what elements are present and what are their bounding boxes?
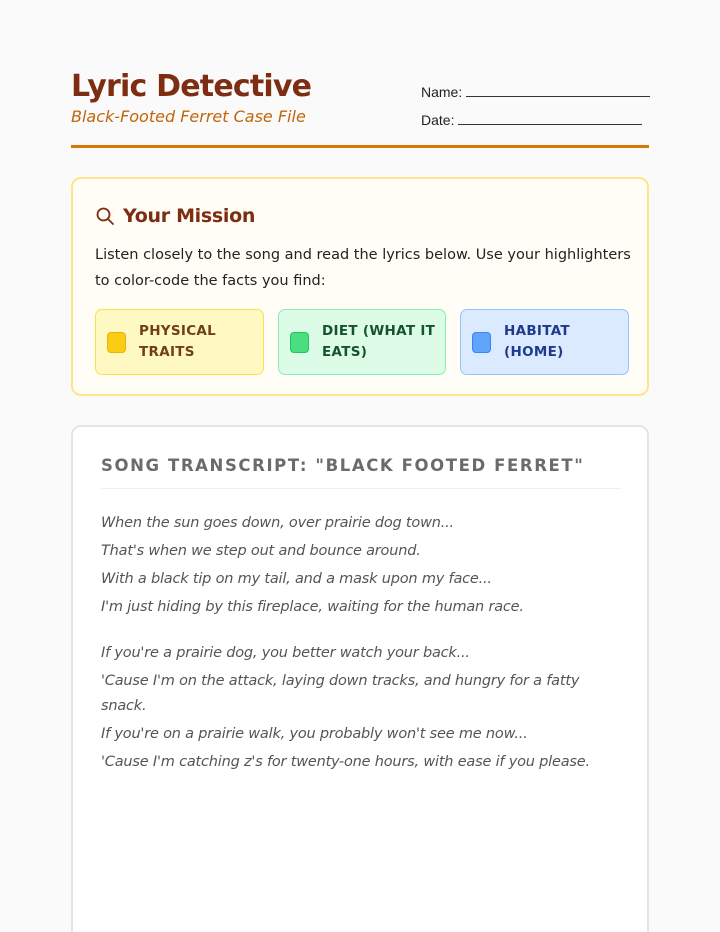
mission-title: Your Mission xyxy=(123,205,256,227)
blue-swatch xyxy=(472,332,491,353)
lyric-line: I'm just hiding by this fireplace, waiting for the human race. xyxy=(101,599,524,615)
key-habitat xyxy=(460,309,629,375)
lyrics xyxy=(101,509,621,794)
date-field[interactable] xyxy=(421,111,642,129)
date-label: Date: xyxy=(421,112,455,128)
key-physical-traits xyxy=(95,309,264,375)
transcript-box xyxy=(71,425,649,932)
key-label: DIET (WHAT IT EATS) xyxy=(322,323,436,360)
lyric-line: 'Cause I'm on the attack, laying down tracks, and hungry for a fatty snack. xyxy=(101,673,580,714)
mission-instructions: Listen closely to the song and read the lyrics below. Use your highlighters to color-code the facts you find: xyxy=(95,247,631,289)
worksheet-header xyxy=(71,68,649,148)
key-label: PHYSICAL TRAITS xyxy=(139,323,217,360)
highlight-key xyxy=(95,309,629,375)
stanza xyxy=(101,639,621,776)
date-blank-line[interactable] xyxy=(458,112,642,125)
mission-box xyxy=(71,177,649,396)
stanza xyxy=(101,509,621,621)
green-swatch xyxy=(290,332,309,353)
page-subtitle: Black-Footed Ferret Case File xyxy=(71,107,306,126)
lyric-line: That's when we step out and bounce around. xyxy=(101,543,421,559)
name-field[interactable] xyxy=(421,83,650,101)
lyric-line: 'Cause I'm catching z's for twenty-one hours, with ease if you please. xyxy=(101,754,590,770)
mission-heading xyxy=(95,203,255,229)
lyric-line: With a black tip on my tail, and a mask upon my face... xyxy=(101,571,492,587)
lyric-line: If you're a prairie dog, you better watch your back... xyxy=(101,645,470,661)
key-label: HABITAT (HOME) xyxy=(504,323,570,360)
lyric-line: When the sun goes down, over prairie dog town... xyxy=(101,515,454,531)
search-icon xyxy=(95,206,115,226)
name-blank-line[interactable] xyxy=(466,84,650,97)
name-label: Name: xyxy=(421,84,463,100)
page-title: Lyric Detective xyxy=(71,69,312,104)
lyric-line: If you're on a prairie walk, you probably won't see me now... xyxy=(101,726,528,742)
yellow-swatch xyxy=(107,332,126,353)
transcript-title: SONG TRANSCRIPT: "BLACK FOOTED FERRET" xyxy=(101,456,621,489)
key-diet xyxy=(278,309,446,375)
